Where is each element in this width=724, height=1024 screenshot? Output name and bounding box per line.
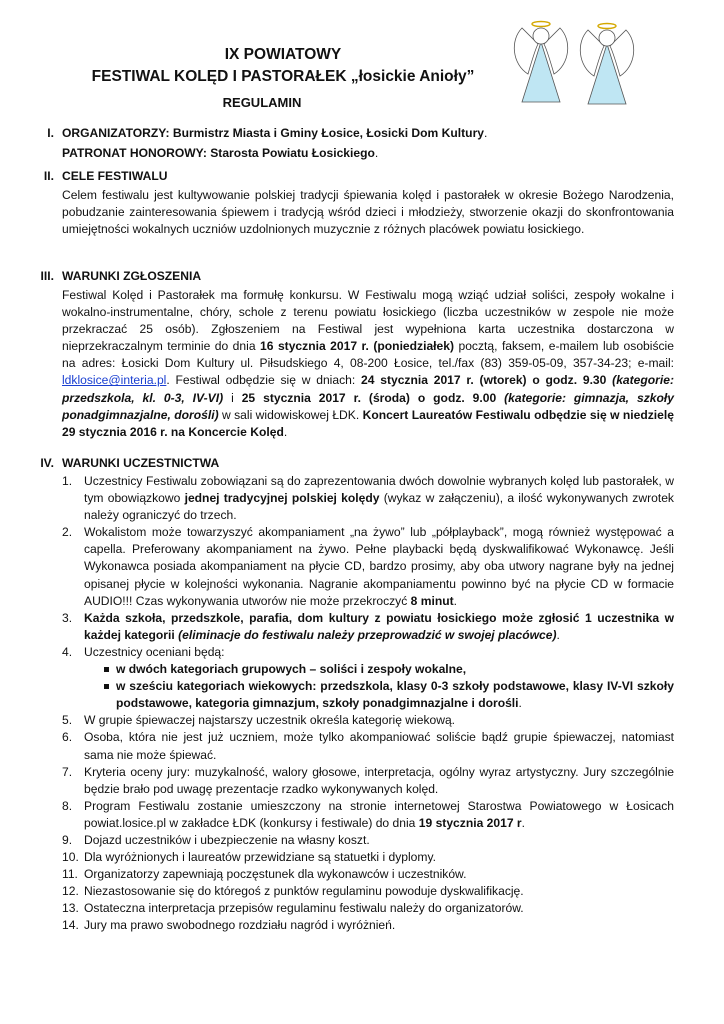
list-item: 9. Dojazd uczestników i ubezpieczenie na własny koszt. (62, 832, 370, 847)
list-item: 14. Jury ma prawo swobodnego rozdziału nagród i wyróżnień. (62, 918, 396, 933)
organizers-line: ORGANIZATORZY: Burmistrz Miasta i Gminy Łosice, Łosicki Dom Kultury. (62, 126, 488, 140)
list-item: 5. W grupie śpiewaczej najstarszy uczestnik określa kategorię wiekową. (62, 713, 456, 728)
list-item: 2. Wokalistom może towarzyszyć akompaniament „na żywo” lub „półplayback”, mogą również występować a capella. Preferowany akompaniament na żywo. Pełne playbacki będą dyskwalifikować Wykonawcę. Jeśli Wykonawca posiada akompaniament na płycie CD, bardzo prosimy, aby oba utwory nagrane były na jednej opisanej płycie w kolejności wykonania. Nagranie akompaniamentu powinno być na płycie CD w formacie AUDIO!!! Czas wykonywania utworów nie może przekroczyć 8 minut. (62, 525, 674, 608)
goals-text: Celem festiwalu jest kultywowanie polskiej tradycji śpiewania kolęd i pastorałek w okresie Bożego Narodzenia, pobudzanie zainteresowania śpiewem i tradycją wśród dzieci i młodzieży, stworzenie okazji do skonfrontowania umiejętności wokalnych uczniów uzdolnionych muzycznie z różnych placówek powiatu łosickiego. (62, 188, 674, 237)
section-heading: CELE FESTIWALU (62, 169, 168, 183)
list-item: 7. Kryteria oceny jury: muzykalność, walory głosowe, interpretacja, ogólny wyraz artystyczny. Jury szczególnie będzie brało pod uwagę prezentacje rzadko wykonywanych kolęd. (62, 764, 674, 796)
list-item: 13. Ostateczna interpretacja przepisów regulaminu festiwalu należy do organizatorów. (62, 901, 524, 916)
list-item: 12. Niezastosowanie się do któregoś z punktów regulaminu powoduje dyskwalifikację. (62, 884, 524, 899)
festival-name-title: FESTIWAL KOLĘD I PASTORAŁEK „łosickie Anioły” (91, 68, 475, 85)
list-item: 10. Dla wyróżnionych i laureatów przewidziane są statuetki i dyplomy. (62, 850, 436, 865)
section-heading: WARUNKI ZGŁOSZENIA (62, 269, 202, 283)
day-2-categories: (kategorie: gimnazja, szkoły ponadgimnazjalne, dorośli) (62, 390, 674, 422)
section-number: IV. (40, 456, 54, 470)
list-item: 6. Osoba, która nie jest już uczniem, może tylko akompaniować soliście bądź grupie śpiewaczej, natomiast sama nie może śpiewać. (62, 730, 674, 762)
list-item: 4. Uczestnicy oceniani będą: w dwóch kategoriach grupowych – soliści i zespoły wokalne, w sześciu kategoriach wiekowych: przedszkola, klasy 0-3 szkoły podstawowe, klasy IV-VI szkoły podstawowe, kategoria gimnazjum, szkoły ponadgimnazjalne i dorośli. (62, 644, 674, 712)
laureates-concert: Koncert Laureatów Festiwalu odbędzie się w niedzielę 29 stycznia 2016 r. na Koncercie Kolęd (62, 407, 674, 439)
bullet-item: w sześciu kategoriach wiekowych: przedszkola, klasy 0-3 szkoły podstawowe, klasy IV-VI szkoły podstawowe, kategoria gimnazjum, szkoły ponadgimnazjalne i dorośli. (84, 678, 674, 712)
patronage-line: PATRONAT HONOROWY: Starosta Powiatu Łosickiego. (62, 146, 379, 160)
bullet-item: w dwóch kategoriach grupowych – soliści i zespoły wokalne, (84, 661, 674, 678)
section-number: I. (47, 126, 54, 140)
regulation-title: REGULAMIN (222, 95, 302, 110)
participation-rules-list (62, 473, 674, 935)
list-item: 8. Program Festiwalu zostanie umieszczony na stronie internetowej Starostwa Powiatowego w Łosicach powiat.losice.pl w zakładce ŁDK (konkursy i festiwale) do dnia 19 stycznia 2017 r. (62, 798, 674, 830)
deadline-date: 16 stycznia 2017 r. (poniedziałek) (260, 339, 455, 354)
festival-day-2: 25 stycznia 2017 r. (środa) o godz. 9.00 (241, 390, 497, 405)
section-number: II. (43, 169, 54, 183)
email-link[interactable]: ldklosice@interia.pl (62, 373, 167, 388)
angels-illustration-icon (508, 18, 638, 114)
festival-day-1: 24 stycznia 2017 r. (wtorek) o godz. 9.30 (361, 373, 607, 388)
list-item: 1. Uczestnicy Festiwalu zobowiązani są do zaprezentowania dwóch dowolnie wybranych kolęd lub pastorałek, w tym obowiązkowo jednej tradycyjnej polskiej kolędy (wykaz w załączeniu), a ilość wykonywanych zwrotek należy ograniczyć do trzech. (62, 474, 674, 523)
list-item: 3. Każda szkoła, przedszkole, parafia, dom kultury z powiatu łosickiego może zgłosić 1 uczestnika w każdej kategorii (eliminacje do festiwalu należy przeprowadzić w swojej placówce). (62, 610, 674, 642)
application-text: Festiwal Kolęd i Pastorałek ma formułę konkursu. W Festiwalu mogą wziąć udział soliści, zespoły wokalne i wokalno-instrumentalne, chóry, schole z terenu powiatu łosickiego (liczba uczestników w zespole nie może przekraczać 25 osób). Zgłoszeniem na Festiwal jest wypełniona karta uczestnika dostarczona w nieprzekraczalnym terminie do dnia 16 stycznia 2017 r. (poniedziałek) pocztą, faksem, e-mailem lub osobiście na adres: Łosicki Dom Kultury ul. Piłsudskiego 4, 08-200 Łosice, tel./fax (83) 359-05-09, 357-34-23; e-mail: ldklosice@interia.pl. Festiwal odbędzie się w dniach: 24 stycznia 2017 r. (wtorek) o godz. 9.30 (kategorie: przedszkola, kl. 0-3, IV-VI) i 25 stycznia 2017 r. (środa) o godz. 9.00 (kategorie: gimnazja, szkoły ponadgimnazjalne, dorośli) w sali widowiskowej ŁDK. Koncert Laureatów Festiwalu odbędzie się w niedzielę 29 stycznia 2016 r. na Koncercie Kolęd. (62, 288, 674, 439)
list-item: 11. Organizatorzy zapewniają poczęstunek dla wykonawców i uczestników. (62, 867, 467, 882)
festival-edition-title: IX POWIATOWY (224, 46, 342, 63)
bullet-square-icon (104, 684, 109, 689)
section-heading: WARUNKI UCZESTNICTWA (62, 456, 220, 470)
day-1-categories: (kategorie: przedszkola, kl. 0-3, IV-VI) (62, 373, 674, 405)
bullet-square-icon (104, 667, 109, 672)
section-number: III. (40, 269, 54, 283)
